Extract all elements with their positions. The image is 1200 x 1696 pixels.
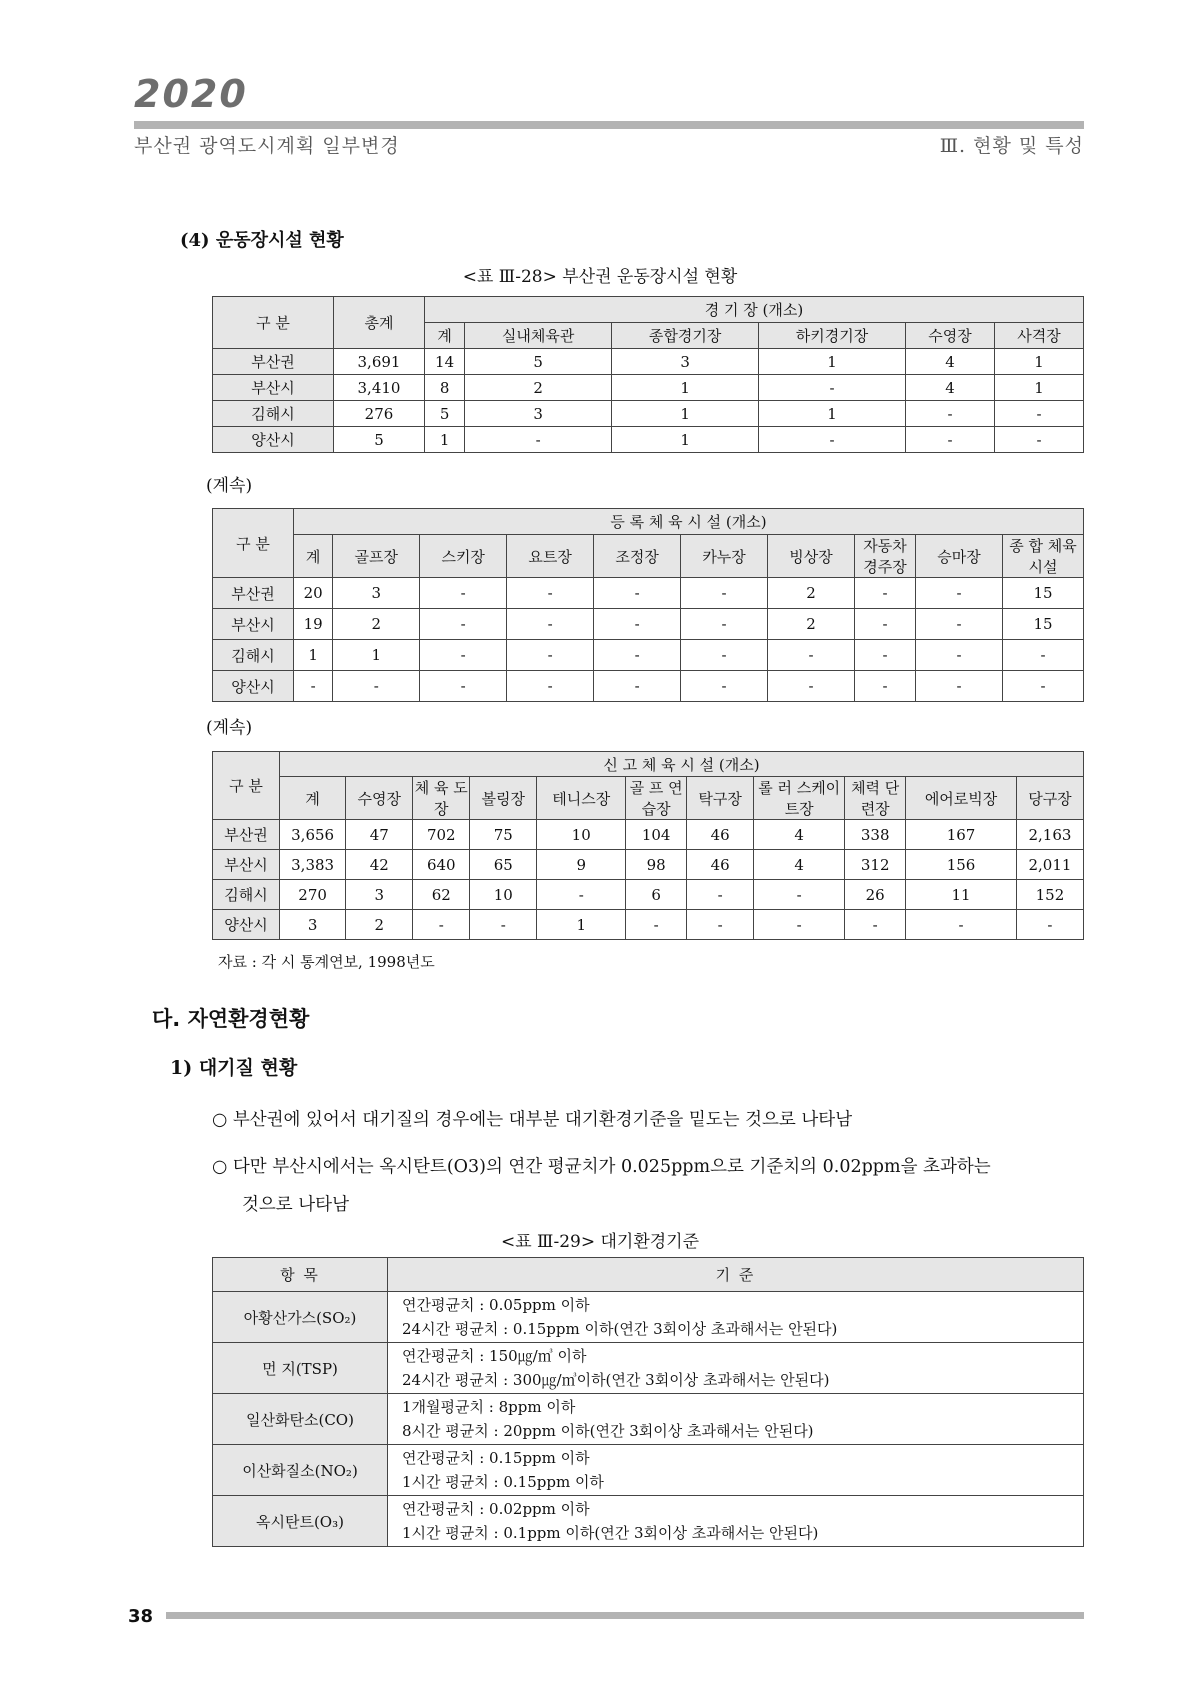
header-document-title: 부산권 광역도시계획 일부변경 bbox=[134, 135, 400, 157]
table-cell: 15 bbox=[1003, 609, 1084, 640]
sub-header: 볼링장 bbox=[470, 777, 537, 820]
table-cell: - bbox=[754, 910, 845, 940]
table-cell: 65 bbox=[470, 850, 537, 880]
table-cell: 3,691 bbox=[334, 349, 425, 375]
standard-line: 24시간 평균치 : 300㎍/㎥이하(연간 3회이상 초과해서는 안된다) bbox=[402, 1371, 830, 1389]
group-header-registered: 등 록 체 육 시 설 (개소) bbox=[294, 509, 1084, 535]
table-registered-sports-facilities bbox=[212, 508, 1084, 702]
group-header-reported: 신 고 체 육 시 설 (개소) bbox=[280, 752, 1084, 777]
table-cell: 2 bbox=[333, 609, 420, 640]
sub-header: 테니스장 bbox=[537, 777, 626, 820]
source-note: 자료 : 각 시 통계연보, 1998년도 bbox=[218, 953, 435, 971]
table-cell: - bbox=[507, 640, 594, 671]
table-cell: - bbox=[626, 910, 687, 940]
table-cell: 270 bbox=[280, 880, 346, 910]
table-row bbox=[213, 427, 1084, 453]
table-cell: - bbox=[594, 578, 681, 609]
table-cell: 3,410 bbox=[334, 375, 425, 401]
table-cell: - bbox=[915, 578, 1002, 609]
table-cell: 1 bbox=[612, 375, 759, 401]
table-cell: 9 bbox=[537, 850, 626, 880]
sub-header: 수영장 bbox=[906, 323, 995, 349]
table-row bbox=[213, 1292, 1084, 1343]
row-header: 부산시 bbox=[213, 609, 294, 640]
standard-line: 연간평균치 : 0.02ppm 이하 bbox=[402, 1500, 590, 1518]
sub-header: 에어로빅장 bbox=[906, 777, 1017, 820]
table-cell: 4 bbox=[754, 820, 845, 850]
row-header: 먼 지(TSP) bbox=[213, 1343, 388, 1394]
table-cell: 10 bbox=[470, 880, 537, 910]
table-cell: - bbox=[759, 427, 906, 453]
table-cell: 1 bbox=[537, 910, 626, 940]
table-cell: - bbox=[681, 671, 768, 702]
table-cell: 1 bbox=[333, 640, 420, 671]
table-row bbox=[213, 1394, 1084, 1445]
section-title-sports-facilities: (4) 운동장시설 현황 bbox=[180, 230, 344, 251]
table-row bbox=[213, 609, 1084, 640]
table-cell: - bbox=[687, 910, 754, 940]
table-cell: 3 bbox=[333, 578, 420, 609]
table-cell: 10 bbox=[537, 820, 626, 850]
table-cell: 1 bbox=[294, 640, 333, 671]
sub-header: 실내체육관 bbox=[465, 323, 612, 349]
standard-line: 연간평균치 : 0.15ppm 이하 bbox=[402, 1449, 590, 1467]
col-header-item: 항 목 bbox=[213, 1258, 388, 1292]
table-cell: - bbox=[994, 401, 1083, 427]
table-reported-sports-facilities bbox=[212, 751, 1084, 940]
table-cell: - bbox=[687, 880, 754, 910]
table-cell: - bbox=[420, 671, 507, 702]
bullet-text-continued: 것으로 나타남 bbox=[242, 1195, 349, 1215]
standard-line: 연간평균치 : 0.05ppm 이하 bbox=[402, 1296, 590, 1314]
row-header: 김해시 bbox=[213, 880, 280, 910]
row-header: 일산화탄소(CO) bbox=[213, 1394, 388, 1445]
table-cell: 156 bbox=[906, 850, 1017, 880]
table-cell: - bbox=[420, 578, 507, 609]
table-cell: 2,011 bbox=[1016, 850, 1083, 880]
table-cell: 338 bbox=[845, 820, 906, 850]
table-cell: - bbox=[906, 401, 995, 427]
col-header-gubun: 구 분 bbox=[213, 752, 280, 820]
table-cell: - bbox=[594, 609, 681, 640]
table-cell: 2 bbox=[768, 609, 855, 640]
header-year: 2020 bbox=[134, 72, 248, 116]
table-cell: - bbox=[906, 427, 995, 453]
section-title-natural-environment: 다. 자연환경현황 bbox=[152, 1007, 310, 1031]
row-header: 옥시탄트(O₃) bbox=[213, 1496, 388, 1547]
table-cell: - bbox=[754, 880, 845, 910]
sub-header: 조정장 bbox=[594, 535, 681, 578]
row-header: 아황산가스(SO₂) bbox=[213, 1292, 388, 1343]
table-air-quality-standards bbox=[212, 1257, 1084, 1547]
table-row bbox=[213, 910, 1084, 940]
sub-header: 종 합 체육시설 bbox=[1003, 535, 1084, 578]
table-cell: 14 bbox=[425, 349, 465, 375]
sub-header: 빙상장 bbox=[768, 535, 855, 578]
sub-header: 요트장 bbox=[507, 535, 594, 578]
table-cell: - bbox=[915, 640, 1002, 671]
table-row bbox=[213, 850, 1084, 880]
table-cell: - bbox=[915, 671, 1002, 702]
group-header-stadium: 경 기 장 (개소) bbox=[425, 297, 1084, 323]
table-caption-28: <표 Ⅲ-28> 부산권 운동장시설 현황 bbox=[462, 267, 738, 287]
table-cell: - bbox=[594, 640, 681, 671]
table-cell: - bbox=[507, 578, 594, 609]
table-cell: - bbox=[1003, 671, 1084, 702]
table-row bbox=[213, 1496, 1084, 1547]
table-cell: 19 bbox=[294, 609, 333, 640]
table-cell: 2 bbox=[346, 910, 413, 940]
sub-header: 골프장 bbox=[333, 535, 420, 578]
table-cell: 152 bbox=[1016, 880, 1083, 910]
table-cell: 640 bbox=[413, 850, 470, 880]
table-cell: 1 bbox=[994, 349, 1083, 375]
sub-header: 골 프 연습장 bbox=[626, 777, 687, 820]
col-header-total: 총계 bbox=[334, 297, 425, 349]
table-cell: 4 bbox=[754, 850, 845, 880]
standard-line: 8시간 평균치 : 20ppm 이하(연간 3회이상 초과해서는 안된다) bbox=[402, 1422, 814, 1440]
table-cell: 2 bbox=[465, 375, 612, 401]
standard-cell bbox=[388, 1394, 1084, 1445]
page-number: 38 bbox=[128, 1606, 154, 1627]
sub-header: 스키장 bbox=[420, 535, 507, 578]
table-caption-29: <표 Ⅲ-29> 대기환경기준 bbox=[500, 1232, 700, 1252]
table-cell: 702 bbox=[413, 820, 470, 850]
row-header: 부산권 bbox=[213, 820, 280, 850]
table-cell: 75 bbox=[470, 820, 537, 850]
table-cell: 4 bbox=[906, 349, 995, 375]
header-divider bbox=[134, 121, 1084, 129]
row-header: 김해시 bbox=[213, 640, 294, 671]
sub-header: 사격장 bbox=[994, 323, 1083, 349]
bullet-text: ○ 부산권에 있어서 대기질의 경우에는 대부분 대기환경기준을 밑도는 것으로 나타남 bbox=[212, 1110, 853, 1130]
sub-header: 탁구장 bbox=[687, 777, 754, 820]
table-row bbox=[213, 1343, 1084, 1394]
table-cell: - bbox=[681, 640, 768, 671]
table-cell: - bbox=[420, 609, 507, 640]
table-cell: 1 bbox=[759, 349, 906, 375]
table-cell: 2 bbox=[768, 578, 855, 609]
table-row bbox=[213, 880, 1084, 910]
subsection-title-air-quality: 1) 대기질 현황 bbox=[170, 1057, 298, 1079]
standard-cell bbox=[388, 1445, 1084, 1496]
sub-header: 종합경기장 bbox=[612, 323, 759, 349]
table-cell: - bbox=[915, 609, 1002, 640]
table-cell: - bbox=[1003, 640, 1084, 671]
table-cell: 98 bbox=[626, 850, 687, 880]
table-cell: - bbox=[768, 640, 855, 671]
row-header: 부산권 bbox=[213, 578, 294, 609]
header-chapter-title: Ⅲ. 현황 및 특성 bbox=[939, 135, 1084, 157]
table-cell: 62 bbox=[413, 880, 470, 910]
standard-line: 24시간 평균치 : 0.15ppm 이하(연간 3회이상 초과해서는 안된다) bbox=[402, 1320, 838, 1338]
table-cell: 104 bbox=[626, 820, 687, 850]
sub-header: 자동차 경주장 bbox=[854, 535, 915, 578]
col-header-standard: 기 준 bbox=[388, 1258, 1084, 1292]
table-cell: - bbox=[845, 910, 906, 940]
table-cell: - bbox=[854, 640, 915, 671]
sub-header: 계 bbox=[280, 777, 346, 820]
table-cell: 42 bbox=[346, 850, 413, 880]
table-cell: - bbox=[507, 609, 594, 640]
table-cell: 3 bbox=[280, 910, 346, 940]
table-cell: 3,383 bbox=[280, 850, 346, 880]
table-cell: - bbox=[294, 671, 333, 702]
table-cell: 5 bbox=[465, 349, 612, 375]
table-cell: 8 bbox=[425, 375, 465, 401]
table-cell: 1 bbox=[612, 427, 759, 453]
sub-header: 수영장 bbox=[346, 777, 413, 820]
table-cell: - bbox=[854, 671, 915, 702]
table-row bbox=[213, 349, 1084, 375]
table-cell: - bbox=[537, 880, 626, 910]
sub-header: 하키경기장 bbox=[759, 323, 906, 349]
table-cell: 1 bbox=[425, 427, 465, 453]
table-cell: - bbox=[681, 578, 768, 609]
sub-header: 계 bbox=[425, 323, 465, 349]
table-cell: - bbox=[420, 640, 507, 671]
table-cell: 5 bbox=[334, 427, 425, 453]
table-cell: - bbox=[854, 578, 915, 609]
col-header-gubun: 구 분 bbox=[213, 509, 294, 578]
standard-cell bbox=[388, 1292, 1084, 1343]
table-cell: 15 bbox=[1003, 578, 1084, 609]
table-cell: 1 bbox=[994, 375, 1083, 401]
table-cell: 2,163 bbox=[1016, 820, 1083, 850]
sub-header: 체 육 도 장 bbox=[413, 777, 470, 820]
table-row bbox=[213, 375, 1084, 401]
table-cell: 167 bbox=[906, 820, 1017, 850]
table-row bbox=[213, 671, 1084, 702]
table-cell: - bbox=[768, 671, 855, 702]
table-cell: 3 bbox=[465, 401, 612, 427]
sub-header: 롤 러 스케이트장 bbox=[754, 777, 845, 820]
bullet-text: ○ 다만 부산시에서는 옥시탄트(O3)의 연간 평균치가 0.025ppm으로 기준치의 0.02ppm을 초과하는 bbox=[212, 1157, 991, 1177]
sub-header: 체력 단련장 bbox=[845, 777, 906, 820]
table-row bbox=[213, 820, 1084, 850]
continued-label: (계속) bbox=[206, 476, 253, 496]
sub-header: 계 bbox=[294, 535, 333, 578]
table-cell: 11 bbox=[906, 880, 1017, 910]
row-header: 부산시 bbox=[213, 850, 280, 880]
table-cell: 6 bbox=[626, 880, 687, 910]
table-cell: 4 bbox=[906, 375, 995, 401]
table-cell: - bbox=[333, 671, 420, 702]
table-cell: - bbox=[465, 427, 612, 453]
standard-cell bbox=[388, 1343, 1084, 1394]
sub-header: 승마장 bbox=[915, 535, 1002, 578]
standard-line: 1시간 평균치 : 0.1ppm 이하(연간 3회이상 초과해서는 안된다) bbox=[402, 1524, 819, 1542]
table-row bbox=[213, 401, 1084, 427]
row-header: 김해시 bbox=[213, 401, 334, 427]
continued-label: (계속) bbox=[206, 718, 253, 738]
row-header: 양산시 bbox=[213, 671, 294, 702]
table-cell: 26 bbox=[845, 880, 906, 910]
table-cell: - bbox=[413, 910, 470, 940]
table-cell: 46 bbox=[687, 850, 754, 880]
table-cell: - bbox=[1016, 910, 1083, 940]
table-row bbox=[213, 1445, 1084, 1496]
table-cell: - bbox=[759, 375, 906, 401]
standard-line: 연간평균치 : 150㎍/㎥ 이하 bbox=[402, 1347, 587, 1365]
standard-cell bbox=[388, 1496, 1084, 1547]
row-header: 부산권 bbox=[213, 349, 334, 375]
table-cell: - bbox=[906, 910, 1017, 940]
col-header-gubun: 구 분 bbox=[213, 297, 334, 349]
sub-header: 당구장 bbox=[1016, 777, 1083, 820]
table-cell: 1 bbox=[759, 401, 906, 427]
footer-divider bbox=[166, 1612, 1084, 1619]
table-cell: - bbox=[994, 427, 1083, 453]
table-cell: 3,656 bbox=[280, 820, 346, 850]
table-cell: 47 bbox=[346, 820, 413, 850]
table-cell: - bbox=[507, 671, 594, 702]
row-header: 양산시 bbox=[213, 427, 334, 453]
table-row bbox=[213, 640, 1084, 671]
row-header: 부산시 bbox=[213, 375, 334, 401]
standard-line: 1시간 평균치 : 0.15ppm 이하 bbox=[402, 1473, 604, 1491]
table-cell: - bbox=[470, 910, 537, 940]
table-row bbox=[213, 578, 1084, 609]
table-cell: - bbox=[681, 609, 768, 640]
table-cell: - bbox=[594, 671, 681, 702]
standard-line: 1개월평균치 : 8ppm 이하 bbox=[402, 1398, 576, 1416]
table-cell: 276 bbox=[334, 401, 425, 427]
table-cell: 3 bbox=[612, 349, 759, 375]
table-cell: - bbox=[854, 609, 915, 640]
table-cell: 1 bbox=[612, 401, 759, 427]
table-cell: 3 bbox=[346, 880, 413, 910]
table-cell: 20 bbox=[294, 578, 333, 609]
sub-header: 카누장 bbox=[681, 535, 768, 578]
table-cell: 46 bbox=[687, 820, 754, 850]
row-header: 양산시 bbox=[213, 910, 280, 940]
table-cell: 312 bbox=[845, 850, 906, 880]
table-cell: 5 bbox=[425, 401, 465, 427]
row-header: 이산화질소(NO₂) bbox=[213, 1445, 388, 1496]
table-stadium-facilities bbox=[212, 296, 1084, 453]
